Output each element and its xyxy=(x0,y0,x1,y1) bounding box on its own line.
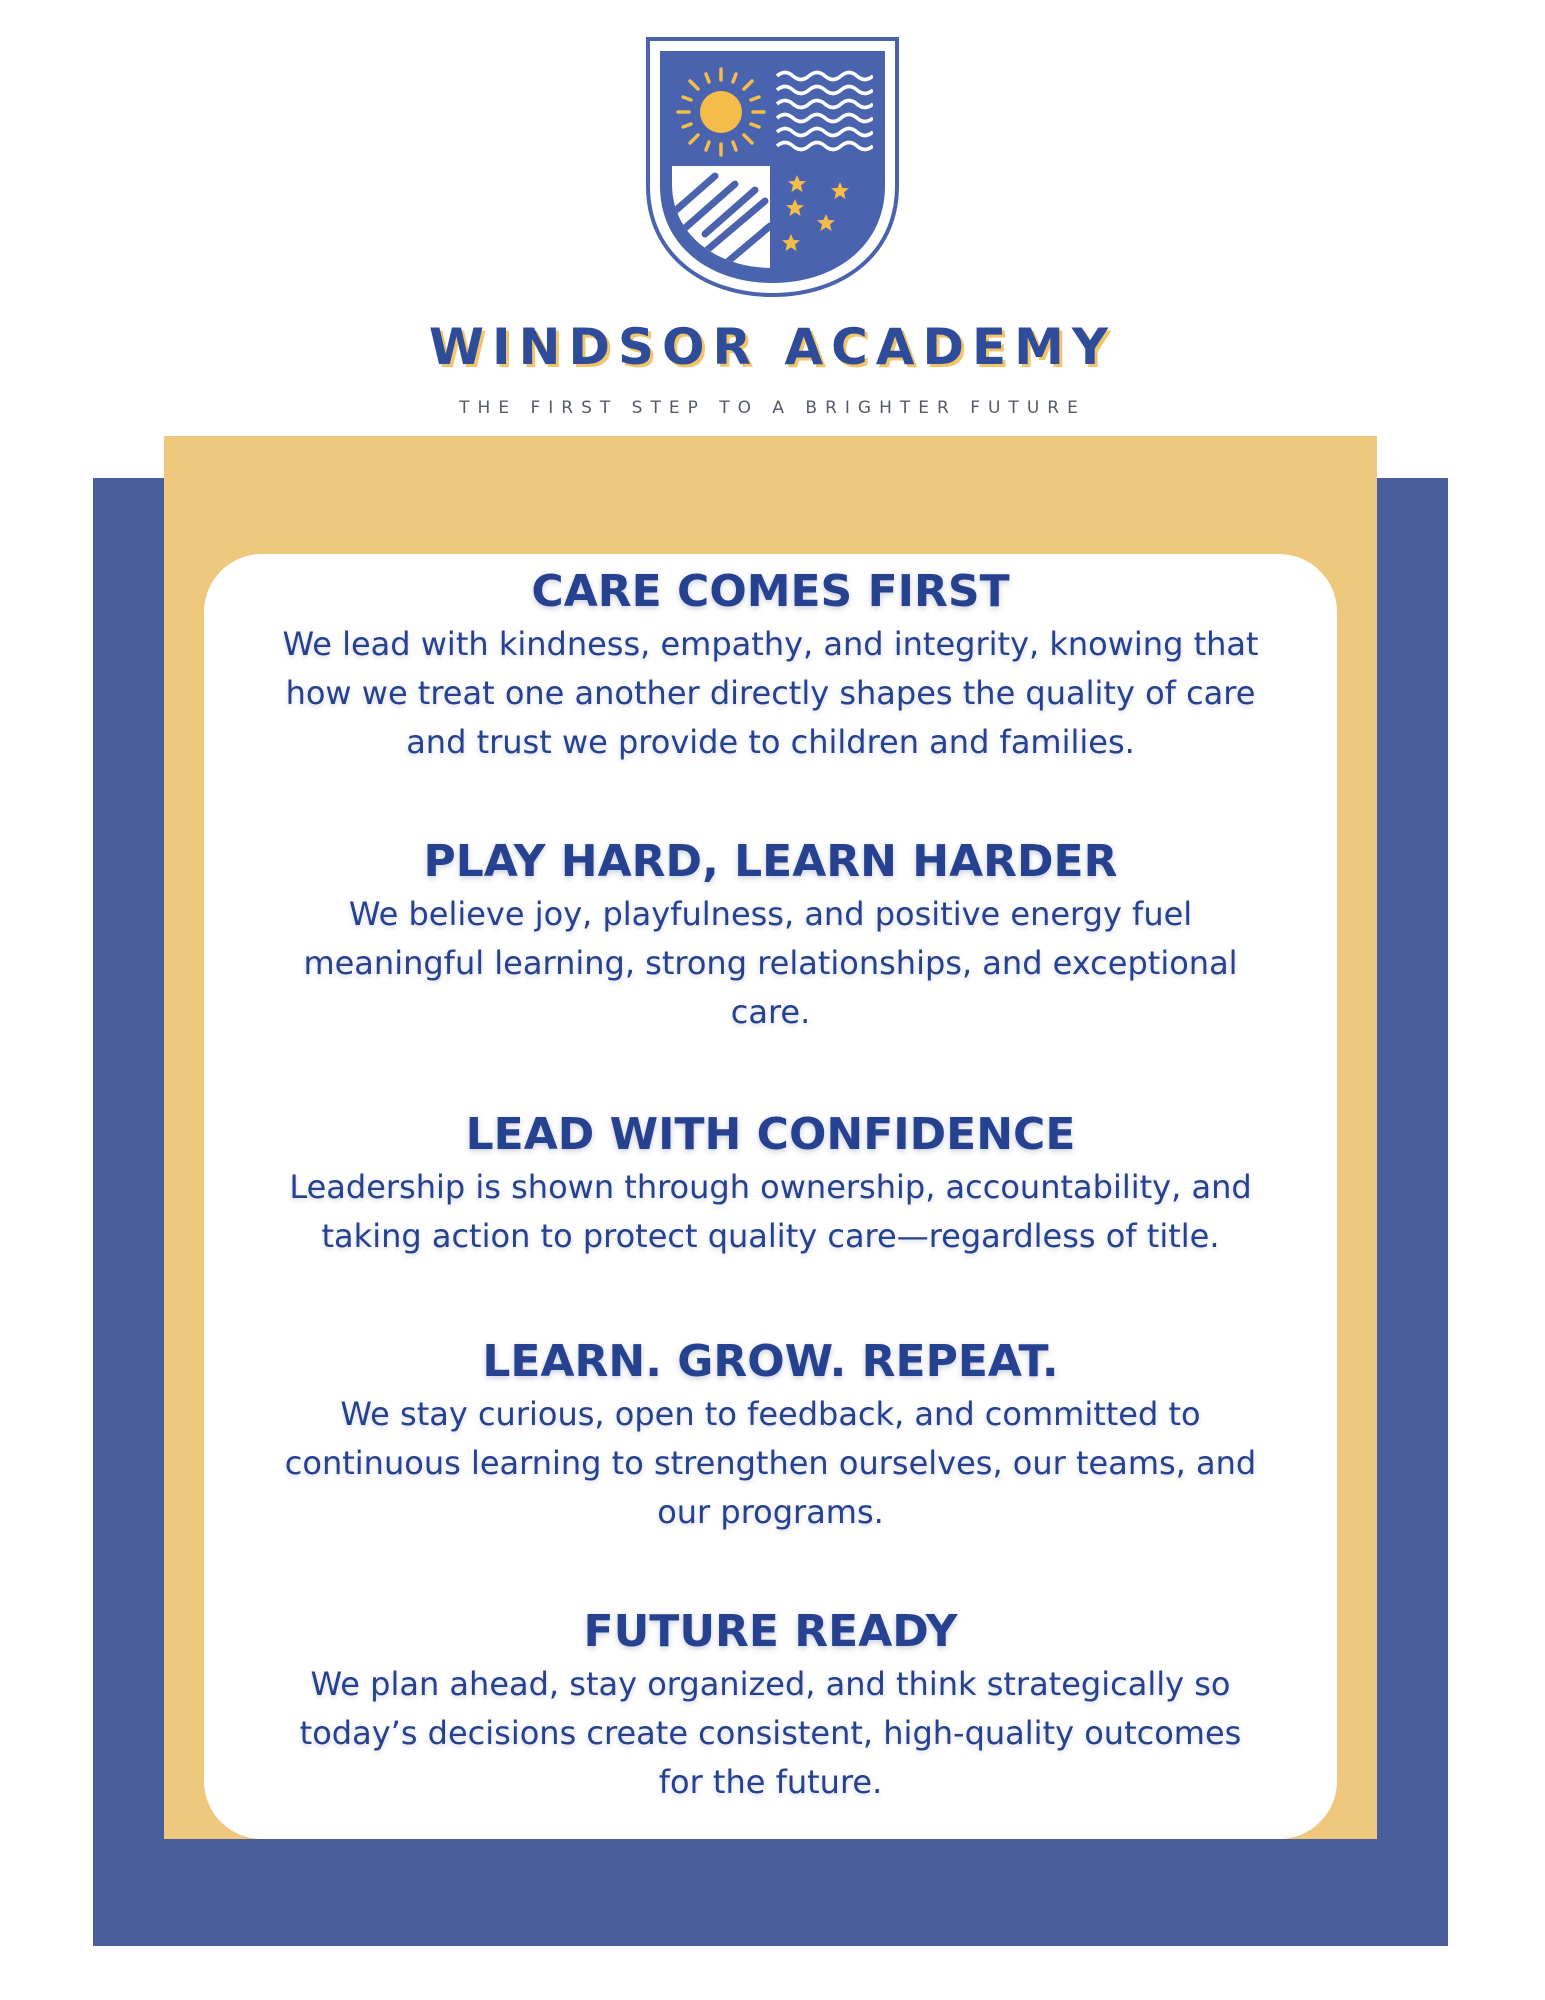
value-title: PLAY HARD, LEARN HARDER xyxy=(423,836,1118,887)
description-line: We plan ahead, stay organized, and think strategically so xyxy=(310,1665,1231,1703)
value-description xyxy=(208,1163,1333,1261)
value-title: LEAD WITH CONFIDENCE xyxy=(465,1109,1076,1160)
value-description xyxy=(208,1390,1333,1537)
value-section-learn-grow-repeat xyxy=(204,1334,1337,1537)
description-line: continuous learning to strengthen ourselves, our teams, and xyxy=(284,1444,1257,1482)
description-line: We believe joy, playfulness, and positive energy fuel xyxy=(348,895,1193,933)
description-line: for the future. xyxy=(658,1763,883,1801)
school-name: WINDSOR ACADEMY xyxy=(428,318,1117,376)
value-description xyxy=(208,890,1333,1037)
value-description xyxy=(208,1660,1333,1807)
value-title: CARE COMES FIRST xyxy=(531,566,1010,617)
value-section-play-hard xyxy=(204,834,1337,1037)
sun-icon xyxy=(672,63,770,161)
description-line: We stay curious, open to feedback, and committed to xyxy=(340,1395,1201,1433)
description-line: our programs. xyxy=(657,1493,884,1531)
tagline: THE FIRST STEP TO A BRIGHTER FUTURE xyxy=(459,398,1086,418)
description-line: taking action to protect quality care—regardless of title. xyxy=(321,1217,1220,1255)
description-line: meaningful learning, strong relationships, and exceptional xyxy=(303,944,1238,982)
value-section-future-ready xyxy=(204,1604,1337,1807)
description-line: and trust we provide to children and families. xyxy=(406,723,1135,761)
value-section-care-comes-first xyxy=(204,564,1337,767)
description-line: Leadership is shown through ownership, accountability, and xyxy=(289,1168,1252,1206)
description-line: We lead with kindness, empathy, and integrity, knowing that xyxy=(282,625,1259,663)
waves-icon xyxy=(775,63,873,161)
value-description xyxy=(208,620,1333,767)
value-section-lead-with-confidence xyxy=(204,1107,1337,1261)
school-crest-logo xyxy=(645,36,900,298)
value-title: LEARN. GROW. REPEAT. xyxy=(482,1336,1059,1387)
description-line: today’s decisions create consistent, high-quality outcomes xyxy=(299,1714,1242,1752)
description-line: how we treat one another directly shapes the quality of care xyxy=(285,674,1256,712)
value-title: FUTURE READY xyxy=(583,1606,958,1657)
values-card xyxy=(204,554,1337,1839)
description-line: care. xyxy=(730,993,811,1031)
